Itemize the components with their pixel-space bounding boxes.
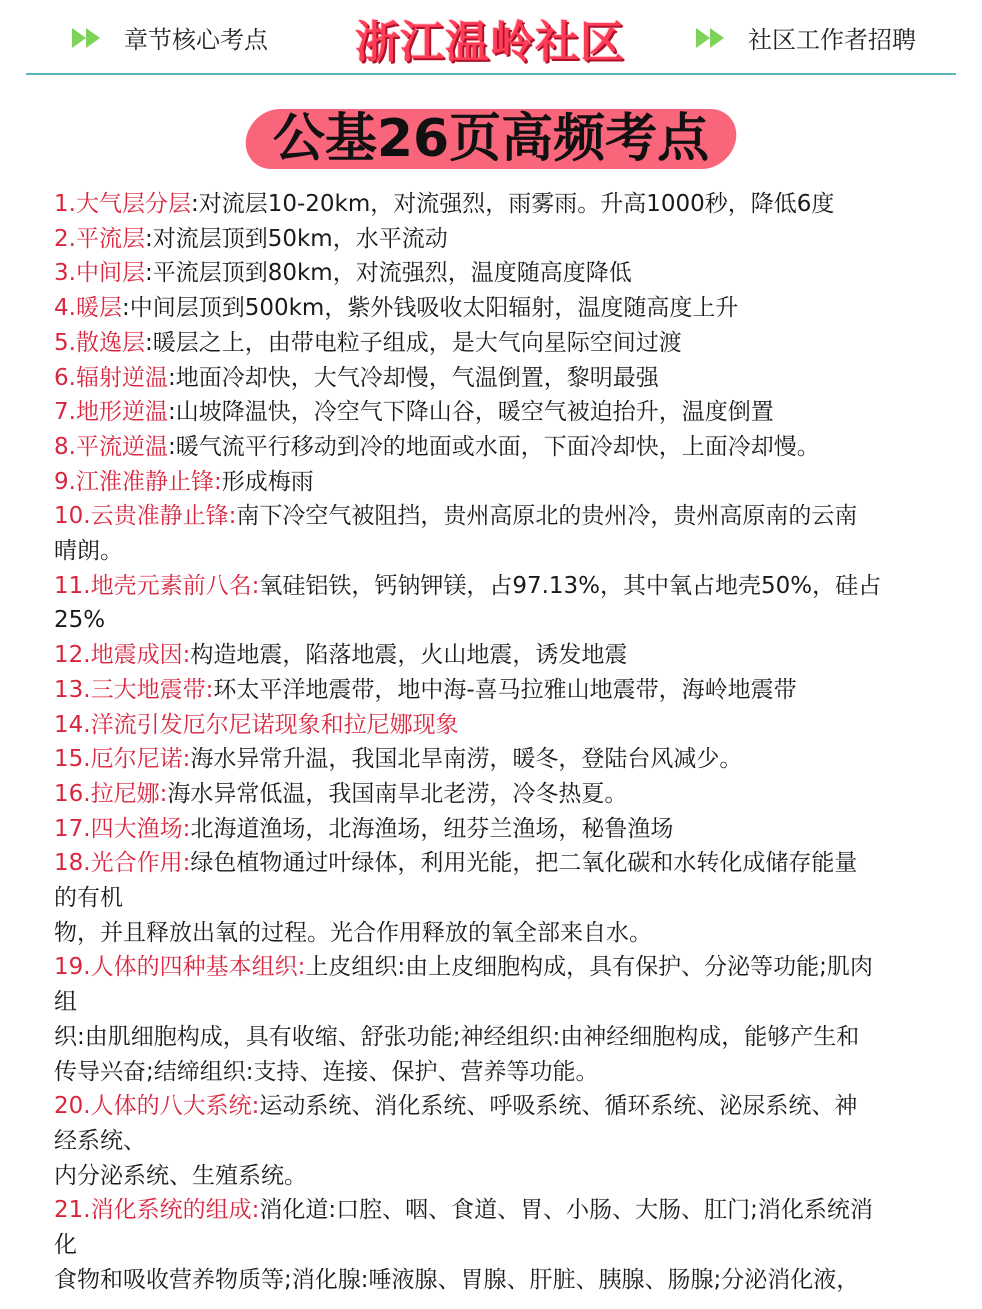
double-arrow-right-icon [694, 25, 734, 51]
chapter-core-link[interactable] [70, 20, 268, 55]
topic-heading: 9.江淮准静止锋: [54, 468, 222, 495]
topic-heading: 11.地壳元素前八名: [54, 572, 260, 599]
content-line [54, 1159, 934, 1194]
topic-text: :平流层顶到80km，对流强烈，温度随高度降低 [144, 260, 632, 287]
brand-logo: 浙江温岭社区 [355, 17, 625, 68]
recruitment-label: 社区工作者招聘 [748, 26, 916, 54]
double-arrow-right-icon [70, 25, 110, 51]
content-line [54, 256, 934, 291]
topic-text: 形成梅雨 [221, 468, 314, 495]
topic-text: 上皮组织:由上皮细胞构成，具有保护、分泌等功能;肌肉 [305, 954, 873, 981]
topic-text: 运动系统、消化系统、呼吸系统、循环系统、泌尿系统、神 [259, 1093, 858, 1120]
topic-heading: 19.人体的四种基本组织: [54, 954, 306, 981]
content-line [54, 534, 934, 569]
topic-text: :山坡降温快，冷空气下降山谷，暖空气被迫抬升，温度倒置 [167, 399, 774, 426]
topic-heading: 18.光合作用: [54, 850, 191, 877]
topic-text: 织:由肌细胞构成，具有收缩、舒张功能;神经组织:由神经细胞构成，能够产生和 [54, 1023, 860, 1050]
chapter-core-label: 章节核心考点 [124, 26, 268, 54]
content-line [54, 708, 934, 743]
content-line [54, 1089, 934, 1124]
content-line [54, 326, 934, 361]
page-title [246, 103, 736, 175]
content-line [54, 1124, 934, 1159]
content-list [54, 187, 934, 1298]
topic-heading: 20.人体的八大系统: [54, 1093, 260, 1120]
header-divider [26, 73, 956, 75]
topic-text: :暖层之上，由带电粒子组成，是大气向星际空间过渡 [144, 329, 682, 356]
content-line [54, 846, 934, 881]
topic-text: 传导兴奋;结缔组织:支持、连接、保护、营养等功能。 [54, 1058, 599, 1085]
topic-text: 的有机 [54, 885, 123, 912]
content-line [54, 187, 934, 222]
topic-text: 绿色植物通过叶绿体，利用光能，把二氧化碳和水转化成储存能量 [190, 850, 858, 877]
topic-heading: 17.四大渔场: [54, 815, 191, 842]
topic-heading: 16.拉尼娜: [54, 780, 168, 807]
topic-heading: 5.散逸层 [54, 329, 145, 356]
content-line [54, 465, 934, 500]
topic-text: :对流层顶到50km，水平流动 [144, 225, 448, 252]
topic-text: :中间层顶到500km，紫外钱吸收太阳辐射，温度随高度上升 [121, 295, 739, 322]
topic-heading: 3.中间层 [54, 260, 145, 287]
topic-text: 组 [54, 989, 77, 1016]
content-line [54, 499, 934, 534]
content-line [54, 430, 934, 465]
topic-heading: 14.洋流引发厄尔尼诺现象和拉尼娜现象 [54, 711, 459, 738]
topic-text: 化 [54, 1232, 77, 1259]
content-line [54, 361, 934, 396]
content-line [54, 916, 934, 951]
page-title-text: 公基26页高频考点 [272, 109, 710, 169]
content-line [54, 395, 934, 430]
topic-heading: 1.大气层分层 [54, 191, 191, 217]
content-line [54, 1193, 934, 1228]
topic-heading: 2.平流层 [54, 225, 145, 252]
topic-text: 环太平洋地震带，地中海-喜马拉雅山地震带，海岭地震带 [213, 676, 797, 703]
topic-text: :对流层10-20km，对流强烈，雨雾雨。升高1000秒，降低6度 [190, 191, 835, 217]
content-line [54, 777, 934, 812]
topic-text: 海水异常低温，我国南旱北老涝，冷冬热夏。 [167, 780, 628, 807]
content-line [54, 881, 934, 916]
content-line [54, 950, 934, 985]
content-line [54, 742, 934, 777]
content-line [54, 569, 934, 604]
topic-text: 北海道渔场，北海渔场，纽芬兰渔场，秘鲁渔场 [190, 815, 674, 842]
recruitment-link[interactable] [694, 20, 916, 55]
topic-heading: 6.辐射逆温 [54, 364, 168, 391]
topic-heading: 13.三大地震带: [54, 676, 214, 703]
topic-text: 晴朗。 [54, 538, 123, 565]
content-line [54, 985, 934, 1020]
content-line [54, 638, 934, 673]
topic-text: :暖气流平行移动到冷的地面或水面，下面冷却快，上面冷却慢。 [167, 433, 820, 460]
topic-heading: 15.厄尔尼诺: [54, 746, 191, 773]
content-line [54, 812, 934, 847]
topic-text: 经系统、 [54, 1127, 146, 1154]
topic-text: 消化道:口腔、咽、食道、胃、小肠、大肠、肛门;消化系统消 [259, 1197, 873, 1224]
topic-text: 内分泌系统、生殖系统。 [54, 1162, 307, 1189]
content-line [54, 1055, 934, 1090]
content-line [54, 1263, 934, 1298]
topic-text: 南下冷空气被阻挡，贵州高原北的贵州冷，贵州高原南的云南 [236, 503, 858, 530]
topic-text: :地面冷却快，大气冷却慢，气温倒置，黎明最强 [167, 364, 659, 391]
topic-text: 氧硅铝铁，钙钠钾镁，占97.13%，其中氧占地壳50%，硅占 [259, 572, 882, 599]
topic-text: 食物和吸收营养物质等;消化腺:唾液腺、胃腺、肝脏、胰腺、肠腺;分泌消化液， [54, 1266, 860, 1293]
topic-heading: 8.平流逆温 [54, 433, 168, 460]
topic-heading: 7.地形逆温 [54, 399, 168, 426]
content-line [54, 1228, 934, 1263]
content-line [54, 1020, 934, 1055]
topic-heading: 12.地震成因: [54, 642, 191, 669]
topic-heading: 10.云贵准静止锋: [54, 503, 237, 530]
topic-heading: 4.暖层 [54, 295, 122, 322]
topic-text: 海水异常升温，我国北旱南涝，暖冬，登陆台风减少。 [190, 746, 743, 773]
content-line [54, 222, 934, 257]
content-line [54, 291, 934, 326]
content-line [54, 673, 934, 708]
topic-heading: 21.消化系统的组成: [54, 1197, 260, 1224]
topic-text: 构造地震，陷落地震，火山地震，诱发地震 [190, 642, 628, 669]
header-bar [0, 0, 982, 74]
content-line [54, 603, 934, 638]
topic-text: 物，并且释放出氧的过程。光合作用释放的氧全部来自水。 [54, 919, 652, 946]
topic-text: 25% [54, 607, 106, 634]
